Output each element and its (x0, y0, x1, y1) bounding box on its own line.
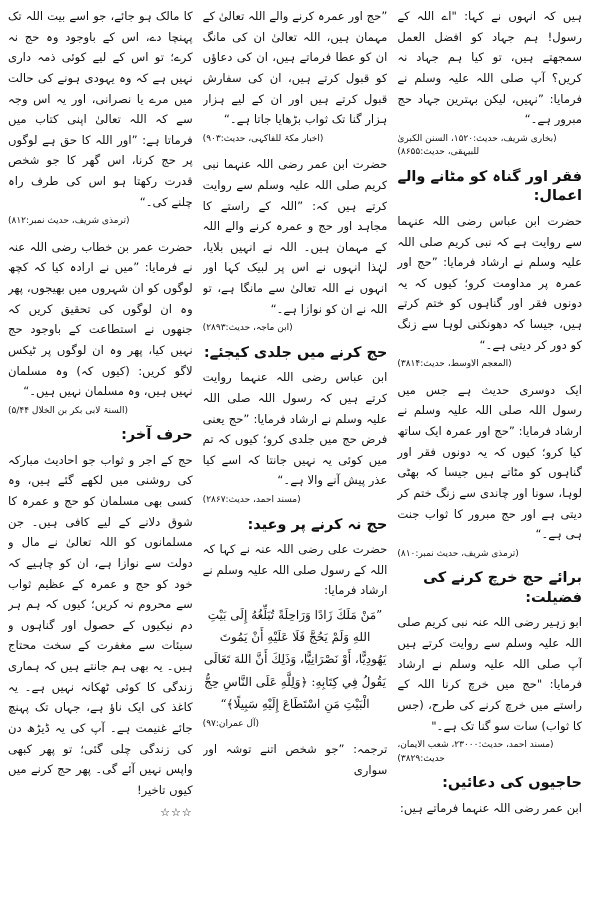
hadith-reference: (مسند احمد، حدیث:۲۸۶۷) (202, 495, 301, 506)
paragraph: کا مالک ہو جائے، جو اسے بیت اللہ تک پہنچا دے، اس کے باوجود وہ حج نہ کرے؛ تو اس کے لیے کوئی ذمہ داری نہیں ہے کہ وہ یہودی ہونے کی حالت میں مرے یا نصرانی، اور یہ اس وجہ سے کہ اللہ تعالیٰ اپنی کتاب میں فرماتا ہے: ”اور اللہ کا حق ہے لوگوں پر حج کرنا، اس گھر کا جو شخص قدرت رکھتا ہو اس کی طرف راہ چلنے کی۔“ (8, 9, 193, 209)
section-heading: برائے حج خرچ کرنے کی فضیلت: (423, 570, 582, 606)
paragraph: حضرت عمر بن خطاب رضی اللہ عنہ نے فرمایا: ”میں نے ارادہ کیا کہ کچھ لوگوں کو ان شہروں میں بھیجوں، پھر وہ ان لوگوں کی تحقیق کریں کہ جنھوں نے استطاعت کے باوجود حج نہیں کیا، پھر وہ ان لوگوں پر ٹیکس لاگو کریں: (کیوں کہ) وہ مسلمان نہیں ہیں، وہ مسلمان نہیں ہیں۔“ (8, 239, 193, 399)
paragraph: ابن عباس رضی اللہ عنہما روایت کرتے ہیں کہ رسول اللہ صلی اللہ علیہ وسلم نے ارشاد فرمایا: ”حج یعنی فرض حج میں جلدی کرو؛ کیوں کہ تم میں کوئی یہ نہیں جانتا کہ اسے کیا عذر پیش آنے والا ہے۔“ (202, 370, 388, 488)
hadith-reference: (ابن ماجہ، حدیث:۲۸۹۳) (202, 323, 293, 334)
hadith-reference: (ترمذی شریف، حدیث نمبر:۸۱۲) (8, 216, 130, 227)
hadith-reference: (ترمذی شریف، حدیث نمبر:۸۱۰) (397, 548, 519, 559)
hadith-reference: (المعجم الاوسط، حدیث:۳۸۱۴) (397, 359, 512, 370)
paragraph: حضرت علی رضی اللہ عنہ نے کہا کہ اللہ کے رسول صلی اللہ علیہ وسلم نے ارشاد فرمایا: (202, 542, 388, 598)
stars-divider: ☆☆☆ (160, 806, 193, 820)
section-heading: حاجیوں کی دعائیں: (442, 775, 582, 792)
paragraph: حج کے اجر و ثواب جو احادیث مبارکہ کی روشنی میں لکھے گئے ہیں، وہ کسی بھی مسلمان کو حج و عمرہ کا شوق دلانے کے لیے کافی ہیں۔ جن مسلمانوں کو اللہ تعالیٰ نے مال و دولت سے نوازا ہے، ان کو چاہیے کہ خود کو حج و عمرہ کے عظیم ثواب سے محروم نہ کریں؛ کیوں کہ ہم ہر دم نیکیوں کے حصول اور گناہوں و سیئات سے مغفرت کے سخت محتاج ہیں۔ یہ بھی ہم جانتے ہیں کہ ہماری زندگی کا کوئی ٹھکانہ نہیں ہے۔ یہ کاغذ کی ایک ناؤ ہے، جہاں تک پہنچ جائے غنیمت ہے۔ آپ کی یہ ڈیڑھ دن کی زندگی چلی گئی؛ تو پھر کبھی واپس نہیں آئے گی۔ پھر حج کرنے میں کیوں تاخیر! (8, 452, 193, 797)
hadith-reference: (السنۃ لابی بکر بن الخلال ۵/۴۴) (8, 405, 129, 416)
hadith-reference: (بخاری شریف، حدیث:۱۵۲۰، السنن الکبریٰ للبیہقی، حدیث:۸۶۵۵) (397, 133, 557, 158)
hadith-reference: (مسند احمد، حدیث:۲۳۰۰۰، شعب الایمان، حدیث:۳۸۲۹) (397, 740, 554, 764)
paragraph: ایک دوسری حدیث ہے جس میں رسول اللہ صلی اللہ علیہ وسلم نے ارشاد فرمایا: ”حج اور عمرہ ایک ساتھ کیا کرو؛ کیوں کہ یہ دونوں فقر اور گناہوں کو مٹاتے ہیں جیسا کہ بھٹی لوہا، سونا اور چاندی سے زنگ ختم کر دیتی ہے اور حج مبرور کا ثواب جنت ہی ہے۔“ (397, 382, 582, 542)
hadith-reference: (اخبار مکۃ للفاکہی، حدیث:۹۰۳) (202, 133, 324, 144)
section-heading: حج کرنے میں جلدی کیجئے: (203, 344, 388, 361)
right-column (397, 6, 582, 914)
left-column (8, 6, 193, 914)
section-heading: حرف آخر: (121, 427, 193, 444)
quran-reference: (آل عمران:۹۷) (202, 718, 259, 729)
paragraph: حضرت ابن عباس رضی اللہ عنہما سے روایت ہے کہ نبی کریم صلی اللہ علیہ وسلم نے ارشاد فرمایا: ”حج اور عمرہ پر مداومت کرو؛ کیوں کہ یہ دونوں فقر اور گناہوں کو ختم کرتے ہیں، جیسا کہ دھونکنی لوہا سے زنگ کو دور کر دیتی ہے۔“ (397, 213, 582, 352)
paragraph: حضرت ابن عمر رضی اللہ عنہما نبی کریم صلی اللہ علیہ وسلم سے روایت کرتے ہیں کہ: ”اللہ کے راستے کا مجاہد اور حج و عمرہ کرنے والے اللہ کے مہمان ہیں۔ اللہ نے انہیں بلایا، لہٰذا انہوں نے اس پر لبیک کہا اور انہوں نے اللہ تعالیٰ سے مانگا ہے، تو اللہ نے ان کو نوازا ہے۔“ (202, 157, 388, 316)
paragraph: ہیں کہ انہوں نے کہا: "اے اللہ کے رسول! ہم جہاد کو افضل العمل سمجھتے ہیں، تو کیا ہم جہاد نہ کریں؟ آپ صلی اللہ علیہ وسلم نے فرمایا: ”نہیں، لیکن بہترین جہاد حج مبرور ہے۔“ (397, 9, 582, 127)
paragraph: ترجمہ: ”جو شخص اتنے توشہ اور سواری (202, 742, 388, 778)
section-heading: حج نہ کرنے پر وعید: (247, 516, 388, 533)
paragraph: ابن عمر رضی اللہ عنہما فرماتے ہیں: (399, 800, 582, 815)
paragraph: ”حج اور عمرہ کرنے والے اللہ تعالیٰ کے مہمان ہیں، اللہ تعالیٰ ان کی مانگ ان کو عطا فرماتے ہیں، ان کی دعاؤں کو قبول کرتے ہیں، ان کی سفارش قبول کرتے ہیں اور ان کے لیے ہزار ہزار گنا تک ثواب بڑھایا جاتا ہے۔“ (202, 9, 388, 127)
paragraph: ابو زہیر رضی اللہ عنہ نبی کریم صلی اللہ علیہ وسلم سے روایت کرتے ہیں آپ صلی اللہ علیہ وسلم نے ارشاد فرمایا: "حج میں خرچ کرنا اللہ کے راستے میں خرچ کرنے کی طرح، (جس کا ثواب) سات سو گنا تک ہے۔" (397, 615, 582, 733)
middle-column (203, 6, 388, 914)
arabic-hadith-text: ”مَنْ مَلَكَ زَادًا وَرَاحِلَةً تُبَلِّغُهُ إِلَى بَيْتِ اللهِ وَلَمْ يَحُجَّ فَلَا عَلَيْهِ أَنْ يَمُوتَ يَهُودِيًّا، أَوْ نَصْرَانِيًّا، وَذَلِكَ أَنَّ اللهَ تَعَالَى يَقُولُ فِي كِتَابِهِ: ﴿وَلِلَّهِ عَلَى النَّاسِ حِجُّ الْبَيْتِ مَنِ اسْتَطَاعَ إِلَيْهِ سَبِيلًا﴾“ (203, 608, 387, 711)
section-heading: فقر اور گناہ کو مٹانے والے اعمال: (397, 168, 582, 205)
